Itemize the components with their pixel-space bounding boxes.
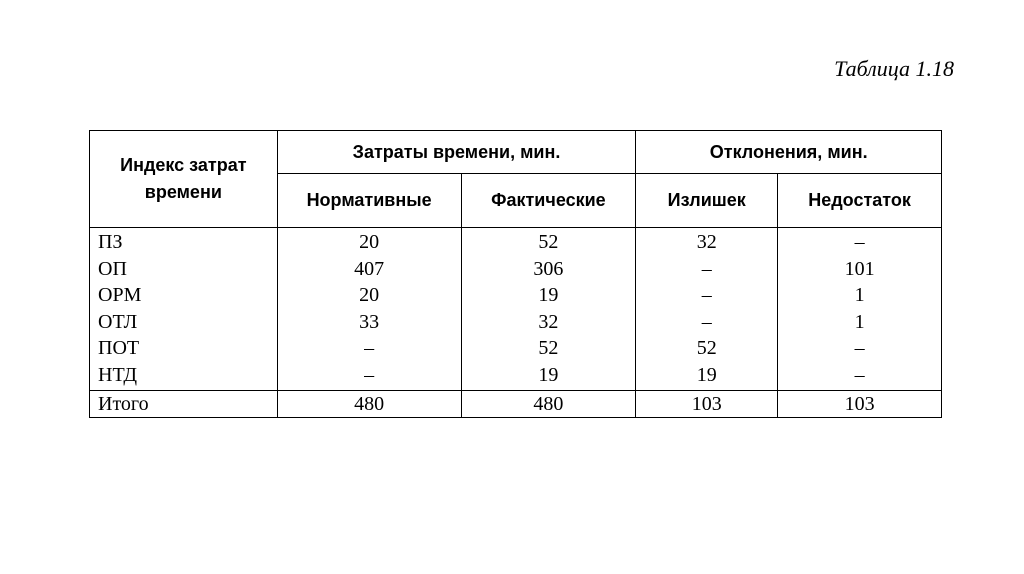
header-normative: Нормативные	[277, 174, 461, 228]
normative-value: –	[364, 337, 375, 359]
time-cost-table	[89, 130, 942, 418]
header-index-column: Индекс затрат времени	[90, 131, 278, 228]
index-value: ОРМ	[98, 284, 142, 306]
total-normative: 480	[277, 391, 461, 418]
shortage-value: –	[854, 231, 865, 253]
shortage-value: 1	[854, 284, 865, 306]
header-shortage: Недостаток	[778, 174, 942, 228]
index-value: ПОТ	[98, 337, 140, 359]
excess-value: 32	[696, 231, 717, 253]
table-caption: Таблица 1.18	[834, 56, 954, 81]
shortage-value: 1	[854, 310, 865, 333]
actual-cell	[461, 228, 636, 391]
excess-value: 19	[696, 363, 717, 386]
header-excess: Излишек	[636, 174, 778, 228]
excess-value: –	[701, 310, 712, 333]
total-actual: 480	[461, 391, 636, 418]
excess-value: –	[701, 284, 712, 306]
index-value: НТД	[98, 363, 138, 386]
total-row	[90, 391, 942, 418]
index-value: ПЗ	[98, 231, 123, 253]
index-value: ОТЛ	[98, 310, 138, 333]
excess-value: 52	[696, 337, 717, 359]
total-excess: 103	[636, 391, 778, 418]
actual-value: 19	[538, 363, 559, 386]
normative-cell	[277, 228, 461, 391]
total-label: Итого	[90, 391, 278, 418]
shortage-value: 101	[844, 257, 875, 280]
normative-value: 20	[359, 284, 380, 306]
actual-value: 32	[538, 310, 559, 333]
header-actual: Фактические	[461, 174, 636, 228]
normative-value: 20	[359, 231, 380, 253]
actual-value: 52	[538, 337, 559, 359]
actual-value: 19	[538, 284, 559, 306]
header-time-costs: Затраты времени, мин.	[277, 131, 636, 174]
shortage-cell	[778, 228, 942, 391]
excess-value: –	[701, 257, 712, 280]
header-deviations: Отклонения, мин.	[636, 131, 942, 174]
index-cell	[90, 228, 278, 391]
normative-value: –	[364, 363, 375, 386]
shortage-value: –	[854, 363, 865, 386]
index-value: ОП	[98, 257, 127, 280]
table-body-row	[90, 228, 942, 391]
normative-value: 33	[359, 310, 380, 333]
excess-cell	[636, 228, 778, 391]
total-shortage: 103	[778, 391, 942, 418]
shortage-value: –	[854, 337, 865, 359]
actual-value: 52	[538, 231, 559, 253]
actual-value: 306	[533, 257, 564, 280]
normative-value: 407	[354, 257, 385, 280]
